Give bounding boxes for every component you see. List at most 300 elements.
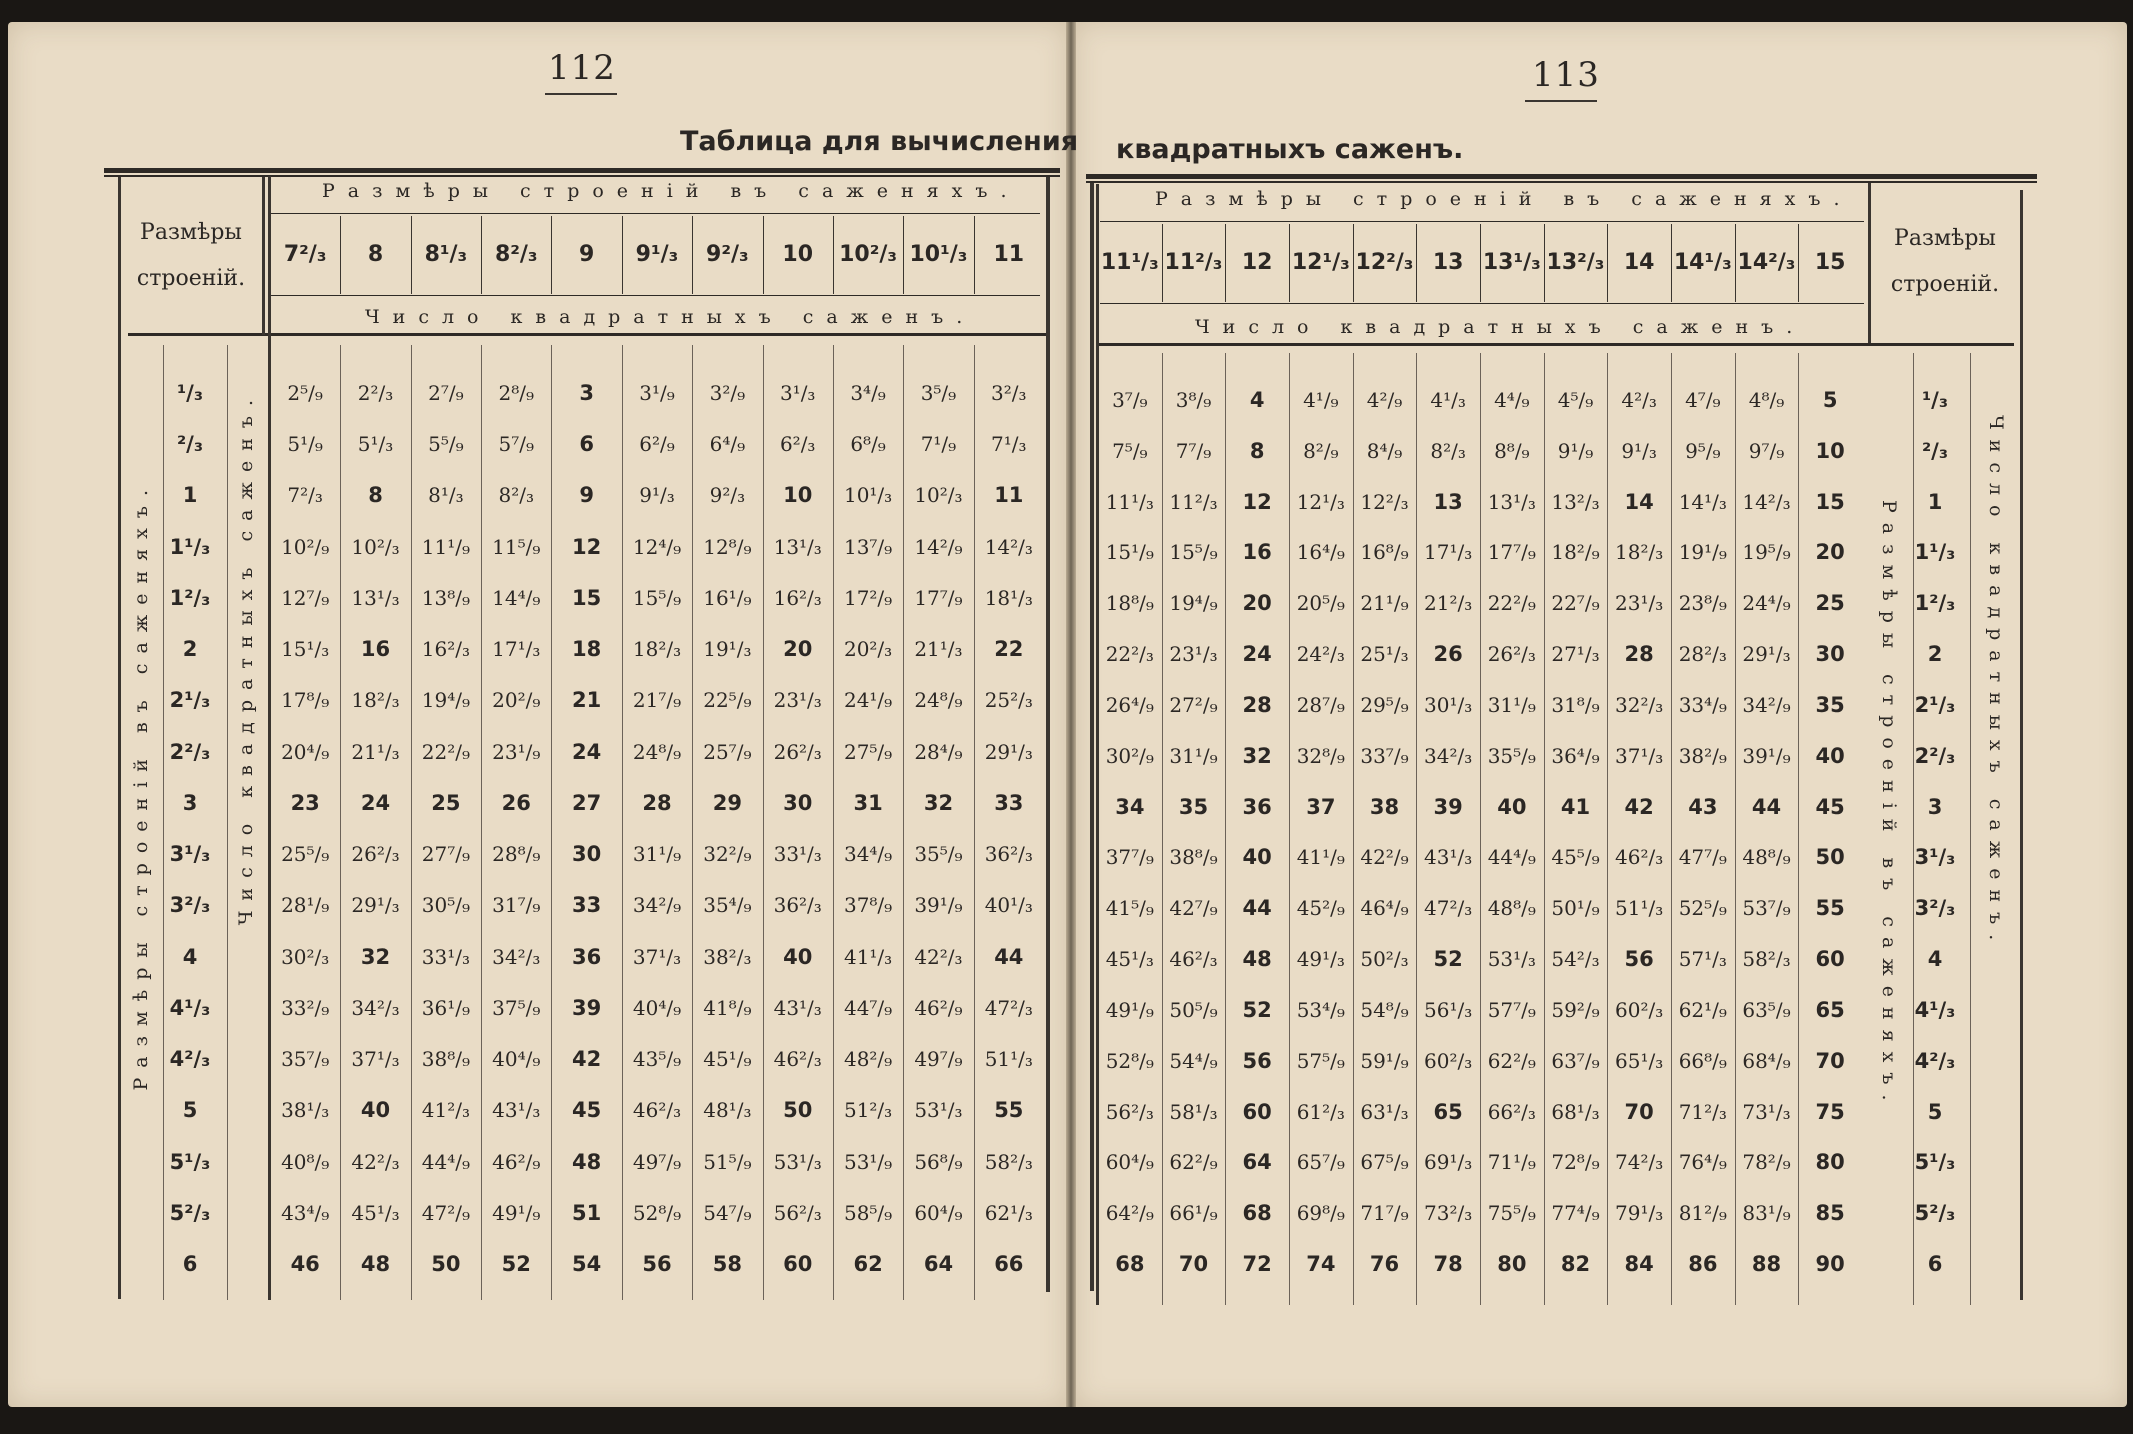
row-label-left: 1¹/₃ <box>169 534 211 559</box>
column-header-right: 14²/₃ <box>1737 250 1796 275</box>
table-cell-right: 77⁴/₉ <box>1551 1201 1600 1226</box>
table-cell-right: 8 <box>1249 438 1265 463</box>
table-cell-left: 55 <box>994 1098 1024 1123</box>
row-label-right: 3²/₃ <box>1914 896 1956 921</box>
table-cell-left: 5¹/₃ <box>357 432 394 457</box>
table-cell-right: 32²/₃ <box>1615 692 1664 717</box>
header-rule-right <box>1098 343 2014 346</box>
table-cell-left: 26 <box>501 790 531 815</box>
table-cell-left: 35⁷/₉ <box>281 1047 330 1072</box>
table-cell-left: 3⁵/₉ <box>920 381 957 405</box>
table-cell-right: 28 <box>1624 642 1654 667</box>
table-cell-right: 40 <box>1815 743 1845 768</box>
table-cell-left: 14⁴/₉ <box>492 585 541 610</box>
table-cell-left: 46²/₃ <box>632 1098 682 1123</box>
table-cell-left: 17²/₉ <box>843 585 893 610</box>
table-cell-left: 14²/₉ <box>914 534 963 559</box>
table-cell-left: 36 <box>572 944 602 969</box>
table-cell-left: 53¹/₉ <box>843 1149 893 1174</box>
table-cell-right: 75⁵/₉ <box>1487 1201 1536 1226</box>
table-cell-left: 64 <box>923 1252 954 1276</box>
row-label-right: 2 <box>1927 642 1943 667</box>
table-cell-left: 5⁷/₉ <box>498 432 534 457</box>
table-cell-left: 22 <box>994 637 1024 662</box>
table-cell-right: 33⁷/₉ <box>1360 743 1409 768</box>
table-cell-right: 75 <box>1815 1099 1845 1124</box>
table-cell-right: 25¹/₃ <box>1360 642 1409 667</box>
table-cell-left: 24¹/₉ <box>843 688 893 713</box>
table-cell-left: 28⁸/₉ <box>492 842 541 867</box>
table-cell-left: 21¹/₃ <box>351 739 400 764</box>
table-cell-left: 50 <box>783 1098 813 1123</box>
table-cell-left: 16²/₃ <box>421 637 471 662</box>
column-header-left: 10 <box>782 242 814 267</box>
column-header-right: 13²/₃ <box>1546 250 1605 275</box>
table-cell-right: 84 <box>1624 1252 1654 1276</box>
table-cell-left: 50 <box>431 1252 461 1276</box>
table-cell-left: 33²/₉ <box>281 995 330 1020</box>
row-header-left: Размѣры строеній. <box>136 220 246 291</box>
table-cell-right: 15 <box>1815 489 1845 514</box>
table-cell-right: 46²/₃ <box>1169 947 1218 972</box>
row-label-left: 1²/₃ <box>169 585 211 610</box>
table-cell-right: 23¹/₃ <box>1169 642 1218 667</box>
column-header-left: Размѣры строеній въ саженяхъ. <box>322 180 1020 202</box>
table-cell-right: 22²/₃ <box>1105 642 1154 667</box>
table-cell-right: 22⁷/₉ <box>1551 591 1600 616</box>
table-cell-right: 17⁷/₉ <box>1487 540 1536 565</box>
table-cell-right: 23¹/₃ <box>1615 591 1664 616</box>
row-label-right: 5 <box>1927 1099 1943 1124</box>
table-cell-right: 13²/₃ <box>1551 489 1600 514</box>
table-cell-left: 16 <box>360 637 391 662</box>
table-cell-right: 57¹/₃ <box>1678 947 1727 972</box>
row-label-right: 1¹/₃ <box>1914 540 1956 565</box>
table-cell-left: 52 <box>501 1252 531 1276</box>
table-cell-right: 59²/₉ <box>1551 997 1600 1022</box>
table-cell-right: 21¹/₉ <box>1360 591 1409 616</box>
table-cell-right: 76⁴/₉ <box>1678 1150 1727 1175</box>
table-cell-left: 51⁵/₉ <box>703 1149 752 1174</box>
table-cell-right: 41¹/₉ <box>1296 845 1345 870</box>
table-cell-right: 54²/₃ <box>1551 947 1600 972</box>
table-cell-right: 59¹/₉ <box>1360 1048 1409 1073</box>
table-cell-right: 62¹/₉ <box>1678 997 1727 1022</box>
table-cell-left: 19⁴/₉ <box>421 688 471 713</box>
table-cell-left: 25⁵/₉ <box>281 842 330 867</box>
table-cell-left: 9 <box>579 483 594 508</box>
row-label-left: 2²/₃ <box>169 739 211 764</box>
table-cell-left: 49⁷/₉ <box>632 1149 682 1174</box>
table-cell-left: 7¹/₃ <box>991 432 1027 457</box>
table-cell-left: 46²/₉ <box>914 995 963 1020</box>
table-cell-left: 54⁷/₉ <box>703 1200 752 1225</box>
row-label-left: 5¹/₃ <box>169 1149 211 1174</box>
table-cell-right: 69⁸/₉ <box>1296 1201 1345 1226</box>
row-label-right: 3 <box>1927 794 1943 819</box>
table-cell-left: 45 <box>572 1098 602 1123</box>
column-header-right: 11¹/₃ <box>1100 250 1159 275</box>
table-cell-right: 30 <box>1815 642 1845 667</box>
side-label-sizes-left: Размѣры строеній въ саженяхъ. <box>130 480 152 1091</box>
table-cell-left: 16²/₃ <box>773 585 822 610</box>
table-cell-left: 2⁸/₉ <box>498 381 534 405</box>
label-divider-left <box>227 345 228 1300</box>
page-title-left: Таблица для вычисления <box>680 126 1079 157</box>
row-label-right: 2²/₃ <box>1914 743 1956 768</box>
table-cell-left: 10 <box>783 483 813 508</box>
table-cell-left: 22²/₉ <box>421 739 471 764</box>
table-cell-right: 9¹/₉ <box>1557 438 1594 463</box>
table-cell-right: 60²/₃ <box>1615 997 1664 1022</box>
row-label-left: 4¹/₃ <box>169 995 211 1020</box>
table-cell-right: 20 <box>1815 540 1845 565</box>
table-cell-left: 7¹/₉ <box>920 432 957 457</box>
column-header-left: 11 <box>993 242 1025 267</box>
table-cell-right: 8²/₉ <box>1303 438 1339 463</box>
table-cell-right: 86 <box>1688 1252 1718 1276</box>
table-cell-right: 52⁸/₉ <box>1105 1048 1154 1073</box>
table-cell-left: 23¹/₉ <box>492 739 541 764</box>
table-cell-left: 34⁴/₉ <box>843 842 893 867</box>
table-cell-left: 3¹/₃ <box>779 381 816 405</box>
table-cell-right: 42²/₉ <box>1360 845 1409 870</box>
table-cell-right: 74²/₃ <box>1615 1150 1664 1175</box>
table-cell-left: 10²/₉ <box>281 534 330 559</box>
table-cell-right: 40 <box>1242 845 1272 870</box>
table-cell-left: 26²/₃ <box>773 739 822 764</box>
table-cell-left: 11 <box>994 483 1024 508</box>
table-cell-left: 20²/₃ <box>843 637 893 662</box>
table-cell-right: 71²/₃ <box>1678 1099 1727 1124</box>
table-cell-left: 56²/₃ <box>773 1200 822 1225</box>
table-cell-right: 8⁸/₉ <box>1494 438 1530 463</box>
table-cell-left: 42²/₃ <box>914 944 963 969</box>
row-label-left: 3¹/₃ <box>169 842 211 867</box>
column-divider-right <box>1225 224 1226 302</box>
table-cell-right: 72 <box>1242 1252 1272 1276</box>
row-label-left: 3²/₃ <box>169 893 211 918</box>
table-cell-left: 40⁸/₉ <box>281 1149 330 1174</box>
rowhead-divider-right <box>1868 183 1871 343</box>
table-cell-right: 31⁸/₉ <box>1551 692 1600 717</box>
table-cell-left: 38¹/₃ <box>281 1098 330 1123</box>
table-cell-left: 3¹/₉ <box>639 381 675 405</box>
table-cell-left: 46²/₃ <box>773 1047 822 1072</box>
table-cell-left: 48 <box>360 1252 391 1276</box>
table-cell-left: 10²/₃ <box>914 483 963 508</box>
table-cell-right: 56²/₃ <box>1105 1099 1154 1124</box>
table-cell-left: 47²/₃ <box>984 995 1033 1020</box>
table-cell-right: 9⁷/₉ <box>1748 438 1785 463</box>
table-cell-right: 24 <box>1242 642 1272 667</box>
table-cell-left: 25²/₃ <box>984 688 1033 713</box>
table-cell-right: 53¹/₃ <box>1487 947 1536 972</box>
table-cell-right: 25 <box>1815 591 1845 616</box>
column-header-right: 14¹/₃ <box>1673 250 1732 275</box>
table-cell-right: 8²/₃ <box>1430 438 1466 463</box>
table-cell-right: 85 <box>1815 1201 1845 1226</box>
column-header-right: 13¹/₃ <box>1482 250 1541 275</box>
table-cell-right: 73²/₃ <box>1424 1201 1473 1226</box>
table-cell-left: 34²/₉ <box>632 893 682 918</box>
table-cell-left: 49⁷/₉ <box>914 1047 963 1072</box>
table-cell-right: 4⁴/₉ <box>1494 388 1530 412</box>
table-cell-right: 57⁵/₉ <box>1296 1048 1345 1073</box>
table-cell-right: 50¹/₉ <box>1551 896 1600 921</box>
table-cell-right: 51¹/₃ <box>1615 896 1664 921</box>
table-cell-left: 5¹/₉ <box>287 432 323 457</box>
side-label-sizes-right: Размѣры строеній въ саженяхъ. <box>1878 500 1900 1111</box>
column-divider-left <box>340 216 341 294</box>
page-number-right: 113 <box>1532 55 1600 95</box>
column-header-left: 10²/₃ <box>839 242 898 267</box>
table-cell-left: 44⁷/₉ <box>843 995 893 1020</box>
table-cell-right: 11²/₃ <box>1169 489 1218 514</box>
table-cell-left: 8¹/₃ <box>428 483 464 508</box>
table-cell-left: 38⁸/₉ <box>421 1047 471 1072</box>
table-cell-left: 48¹/₃ <box>703 1098 752 1123</box>
table-cell-right: 50 <box>1815 845 1845 870</box>
column-header-right: 12¹/₃ <box>1291 250 1350 275</box>
table-cell-left: 3⁴/₉ <box>850 381 886 405</box>
column-header-left: 7²/₃ <box>283 242 327 267</box>
table-cell-right: 16 <box>1242 540 1272 565</box>
table-cell-left: 14²/₃ <box>984 534 1033 559</box>
table-cell-right: 39¹/₉ <box>1742 743 1791 768</box>
table-cell-right: 60²/₃ <box>1424 1048 1473 1073</box>
table-cell-left: 12 <box>572 534 602 559</box>
row-label-left: ¹/₃ <box>176 381 204 405</box>
table-cell-left: 43⁵/₉ <box>632 1047 682 1072</box>
table-cell-right: 88 <box>1751 1252 1782 1276</box>
page-title-right: квадратныхъ саженъ. <box>1116 134 1464 165</box>
table-cell-left: 32²/₉ <box>703 842 752 867</box>
column-header-right: 15 <box>1814 250 1846 275</box>
table-cell-right: 9⁵/₉ <box>1685 438 1721 463</box>
table-cell-right: 44⁴/₉ <box>1487 845 1536 870</box>
table-cell-left: 20 <box>783 637 813 662</box>
table-cell-left: 58 <box>712 1252 742 1276</box>
table-cell-right: 19⁴/₉ <box>1169 591 1218 616</box>
page-number-left: 112 <box>548 48 616 88</box>
table-cell-right: 38²/₉ <box>1678 743 1727 768</box>
table-cell-left: 20⁴/₉ <box>281 739 330 764</box>
table-cell-left: 21 <box>572 688 602 713</box>
table-cell-left: 23 <box>290 790 320 815</box>
table-cell-right: 52 <box>1242 997 1272 1022</box>
table-cell-right: 3⁸/₉ <box>1175 388 1212 412</box>
table-cell-left: 33¹/₃ <box>773 842 822 867</box>
table-cell-right: 64²/₉ <box>1105 1201 1154 1226</box>
table-cell-left: 42²/₃ <box>351 1149 400 1174</box>
column-divider-right <box>1735 224 1736 302</box>
outer-border-right <box>1090 183 1094 1291</box>
outer-border-right-end <box>2020 190 2023 1300</box>
table-cell-right: 26⁴/₉ <box>1105 692 1154 717</box>
table-cell-left: 26²/₃ <box>351 842 400 867</box>
column-divider-right <box>1353 224 1354 302</box>
table-cell-right: 34²/₉ <box>1742 692 1791 717</box>
table-cell-left: 31 <box>853 790 883 815</box>
table-cell-right: 28 <box>1242 692 1272 717</box>
table-cell-left: 41¹/₃ <box>843 944 893 969</box>
column-header-right: 12²/₃ <box>1355 250 1414 275</box>
table-cell-right: 69¹/₃ <box>1424 1150 1473 1175</box>
table-cell-left: 13⁷/₉ <box>843 534 893 559</box>
table-cell-left: 13⁸/₉ <box>421 585 471 610</box>
top-rule-right-thin <box>1086 181 2037 183</box>
column-divider-left <box>974 216 975 294</box>
table-cell-right: 29⁵/₉ <box>1360 692 1409 717</box>
row-label-left: 2¹/₃ <box>169 688 211 713</box>
table-cell-right: 18²/₉ <box>1551 540 1600 565</box>
table-cell-right: 26²/₃ <box>1487 642 1536 667</box>
table-cell-left: 29¹/₃ <box>351 893 400 918</box>
book-gutter <box>1066 22 1076 1407</box>
table-cell-right: 34²/₃ <box>1424 743 1473 768</box>
table-cell-right: 26 <box>1433 642 1463 667</box>
column-header-left: 8¹/₃ <box>424 242 468 267</box>
table-cell-right: 4 <box>1249 388 1265 412</box>
table-cell-left: 41⁸/₉ <box>703 995 752 1020</box>
table-cell-right: 48⁸/₉ <box>1742 845 1791 870</box>
table-cell-left: 32 <box>923 790 954 815</box>
table-cell-left: 34²/₃ <box>492 944 541 969</box>
table-cell-left: 5⁵/₉ <box>428 432 464 457</box>
column-header-right: 12 <box>1241 250 1273 275</box>
table-cell-right: 44 <box>1751 794 1782 819</box>
table-cell-right: 12²/₃ <box>1360 489 1409 514</box>
column-header-left: 9¹/₃ <box>635 242 679 267</box>
table-cell-right: 45²/₉ <box>1296 896 1345 921</box>
label-divider-right <box>1970 353 1971 1305</box>
table-cell-left: 27⁵/₉ <box>843 739 893 764</box>
table-cell-left: 3²/₉ <box>709 381 746 405</box>
table-cell-left: 9²/₃ <box>709 483 746 508</box>
column-header-left: 8 <box>367 242 384 267</box>
side-label-count-right: Число квадратныхъ саженъ. <box>1985 415 2007 951</box>
table-cell-left: 25 <box>431 790 461 815</box>
table-cell-right: 16⁸/₉ <box>1360 540 1409 565</box>
table-cell-right: 65 <box>1815 997 1845 1022</box>
table-cell-left: 15⁵/₉ <box>632 585 682 610</box>
table-cell-right: 78 <box>1433 1252 1463 1276</box>
table-cell-right: 13¹/₃ <box>1487 489 1536 514</box>
sub-header-left: Число квадратныхъ саженъ. <box>365 306 976 328</box>
table-cell-left: 40 <box>783 944 813 969</box>
table-cell-right: 3⁷/₉ <box>1112 388 1148 412</box>
table-cell-left: 36¹/₉ <box>421 995 471 1020</box>
table-cell-right: 68¹/₃ <box>1551 1099 1600 1124</box>
column-divider-left <box>481 216 482 294</box>
table-cell-left: 30 <box>572 842 602 867</box>
table-cell-right: 64 <box>1242 1150 1272 1175</box>
table-cell-left: 29¹/₃ <box>984 739 1033 764</box>
row-label-right: 6 <box>1927 1252 1943 1276</box>
table-cell-right: 4⁸/₉ <box>1748 388 1785 412</box>
table-cell-right: 12¹/₃ <box>1296 489 1345 514</box>
column-header-left: 10¹/₃ <box>909 242 968 267</box>
table-cell-left: 17¹/₃ <box>492 637 541 662</box>
table-cell-right: 42 <box>1624 794 1654 819</box>
column-divider-right <box>1544 224 1545 302</box>
table-cell-left: 56 <box>642 1252 672 1276</box>
table-cell-left: 2⁵/₉ <box>287 381 323 405</box>
column-divider-left <box>622 216 623 294</box>
table-cell-right: 14¹/₃ <box>1678 489 1727 514</box>
table-cell-left: 56⁸/₉ <box>914 1149 963 1174</box>
table-cell-right: 57⁷/₉ <box>1487 997 1536 1022</box>
table-cell-left: 6²/₃ <box>779 432 816 457</box>
table-cell-left: 16¹/₉ <box>703 585 752 610</box>
row-label-left: 3 <box>182 790 198 815</box>
table-cell-left: 2²/₃ <box>357 381 394 405</box>
table-cell-right: 52 <box>1433 947 1463 972</box>
table-cell-left: 37⁸/₉ <box>843 893 893 918</box>
table-cell-right: 12 <box>1242 489 1272 514</box>
table-cell-right: 20⁵/₉ <box>1296 591 1345 616</box>
table-cell-left: 44⁴/₉ <box>421 1149 471 1174</box>
column-header-left: 9 <box>578 242 595 267</box>
table-cell-left: 23¹/₃ <box>773 688 822 713</box>
row-label-left: 5 <box>182 1098 198 1123</box>
table-cell-right: 46⁴/₉ <box>1360 896 1409 921</box>
table-cell-right: 70 <box>1178 1252 1209 1276</box>
table-cell-left: 28⁴/₉ <box>914 739 963 764</box>
table-cell-left: 8²/₃ <box>498 483 534 508</box>
table-cell-right: 27²/₉ <box>1169 692 1218 717</box>
rowhead-divider-left <box>262 177 265 335</box>
column-header-left: 8²/₃ <box>494 242 538 267</box>
table-cell-left: 51²/₃ <box>843 1098 893 1123</box>
table-cell-left: 6⁴/₉ <box>709 432 746 457</box>
table-cell-right: 62²/₉ <box>1487 1048 1536 1073</box>
table-cell-right: 14²/₃ <box>1742 489 1791 514</box>
table-cell-left: 38²/₃ <box>703 944 752 969</box>
table-cell-right: 24⁴/₉ <box>1742 591 1791 616</box>
table-cell-left: 46 <box>290 1252 320 1276</box>
table-cell-right: 13 <box>1433 489 1463 514</box>
table-cell-left: 27 <box>572 790 602 815</box>
table-cell-right: 42⁷/₉ <box>1169 896 1218 921</box>
table-cell-right: 35⁵/₉ <box>1487 743 1536 768</box>
table-cell-left: 37¹/₃ <box>632 944 682 969</box>
table-cell-right: 49¹/₉ <box>1105 997 1154 1022</box>
table-cell-left: 52⁸/₉ <box>632 1200 682 1225</box>
table-cell-left: 33 <box>572 893 602 918</box>
table-cell-left: 24⁸/₉ <box>632 739 682 764</box>
table-cell-right: 38 <box>1369 794 1400 819</box>
table-cell-left: 34²/₃ <box>351 995 400 1020</box>
table-cell-left: 53¹/₃ <box>914 1098 963 1123</box>
table-cell-right: 60 <box>1815 947 1845 972</box>
table-cell-right: 10 <box>1815 438 1845 463</box>
subheader-rule-left <box>268 295 1040 296</box>
table-cell-left: 36²/₃ <box>773 893 822 918</box>
table-cell-right: 83¹/₉ <box>1742 1201 1791 1226</box>
table-cell-right: 72⁸/₉ <box>1551 1150 1600 1175</box>
table-cell-left: 54 <box>572 1252 602 1276</box>
table-cell-left: 45¹/₉ <box>703 1047 752 1072</box>
table-cell-left: 31⁷/₉ <box>492 893 541 918</box>
row-label-right: 5¹/₃ <box>1914 1150 1956 1175</box>
table-cell-right: 67⁵/₉ <box>1360 1150 1409 1175</box>
table-cell-left: 62 <box>853 1252 883 1276</box>
row-label-left: 4²/₃ <box>169 1047 211 1072</box>
table-cell-left: 44 <box>994 944 1024 969</box>
table-cell-right: 15⁵/₉ <box>1169 540 1218 565</box>
